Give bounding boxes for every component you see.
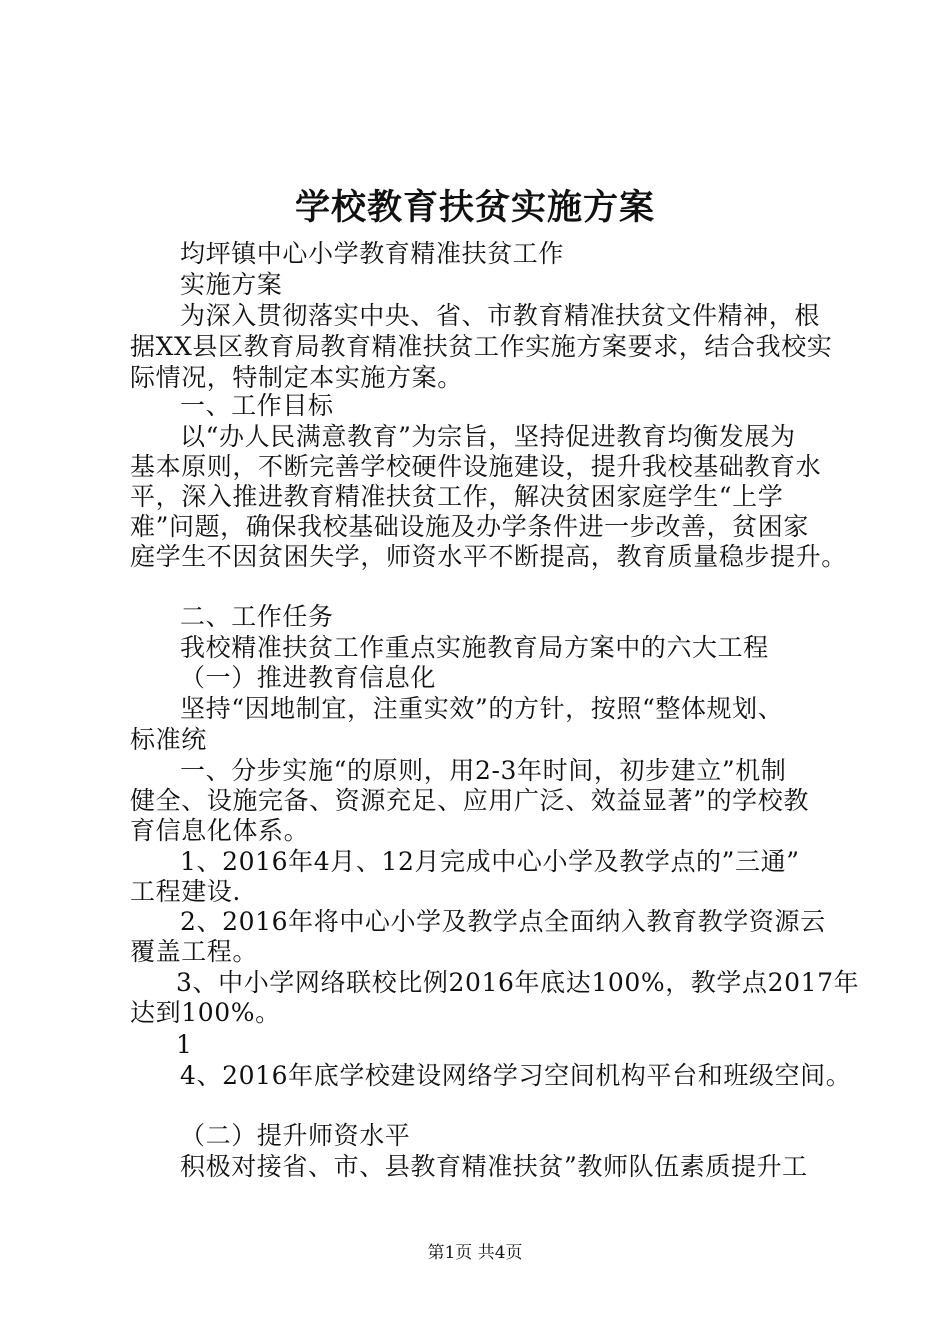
body-line: 育信息化体系。 [130, 816, 310, 845]
body-line: 积极对接省、市、县教育精准扶贫”教师队伍素质提升工 [180, 1152, 808, 1181]
list-item: 3、中小学网络联校比例2016年底达100%，教学点2017年 [176, 968, 860, 997]
section-heading: 一、工作目标 [180, 391, 334, 420]
section-heading: 二、工作任务 [180, 602, 334, 631]
document-title: 学校教育扶贫实施方案 [294, 187, 655, 228]
body-line: 以“办人民满意教育”为宗旨，坚持促进教育均衡发展为 [180, 422, 796, 451]
body-line: 健全、设施完备、资源充足、应用广泛、效益显著”的学校教 [130, 786, 809, 815]
body-line: 际情况，特制定本实施方案。 [130, 363, 463, 392]
body-line: 我校精准扶贫工作重点实施教育局方案中的六大工程 [180, 633, 769, 662]
list-item-continued: 达到100%。 [130, 998, 281, 1027]
list-item: 2、2016年将中心小学及教学点全面纳入教育教学资源云 [180, 907, 826, 936]
list-item-continued: 覆盖工程。 [130, 937, 259, 966]
body-line: 据XX县区教育局教育精准扶贫工作实施方案要求，结合我校实 [130, 332, 833, 361]
body-line: 庭学生不因贫困失学，师资水平不断提高，教育质量稳步提升。 [130, 542, 847, 571]
subsection-heading: （一）推进教育信息化 [180, 663, 437, 692]
body-line: 坚持“因地制宜，注重实效”的方针，按照“整体规划、 [180, 694, 784, 723]
list-item: 1、2016年4月、12月完成中心小学及教学点的”三通” [180, 847, 800, 876]
body-line: 为深入贯彻落实中央、省、市教育精准扶贫文件精神，根 [180, 301, 821, 330]
body-line: 一、分步实施“的原则，用2-3年时间，初步建立”机制 [180, 756, 787, 785]
body-line: 难”问题，确保我校基础设施及办学条件进一步改善，贫困家 [130, 512, 809, 541]
body-line: 均坪镇中心小学教育精准扶贫工作 [180, 239, 565, 268]
body-line: 实施方案 [180, 270, 283, 299]
body-line: 标准统 [130, 725, 207, 754]
body-line: 基本原则，不断完善学校硬件设施建设，提升我校基础教育水 [130, 452, 822, 481]
page-footer: 第1页 共4页 [427, 1243, 523, 1263]
subsection-heading: （二）提升师资水平 [180, 1121, 411, 1150]
stray-page-number: 1 [176, 1030, 193, 1059]
list-item-continued: 工程建设. [130, 877, 241, 906]
body-line: 平，深入推进教育精准扶贫工作，解决贫困家庭学生“上学 [130, 482, 784, 511]
list-item: 4、2016年底学校建设网络学习空间机构平台和班级空间。 [180, 1061, 852, 1090]
